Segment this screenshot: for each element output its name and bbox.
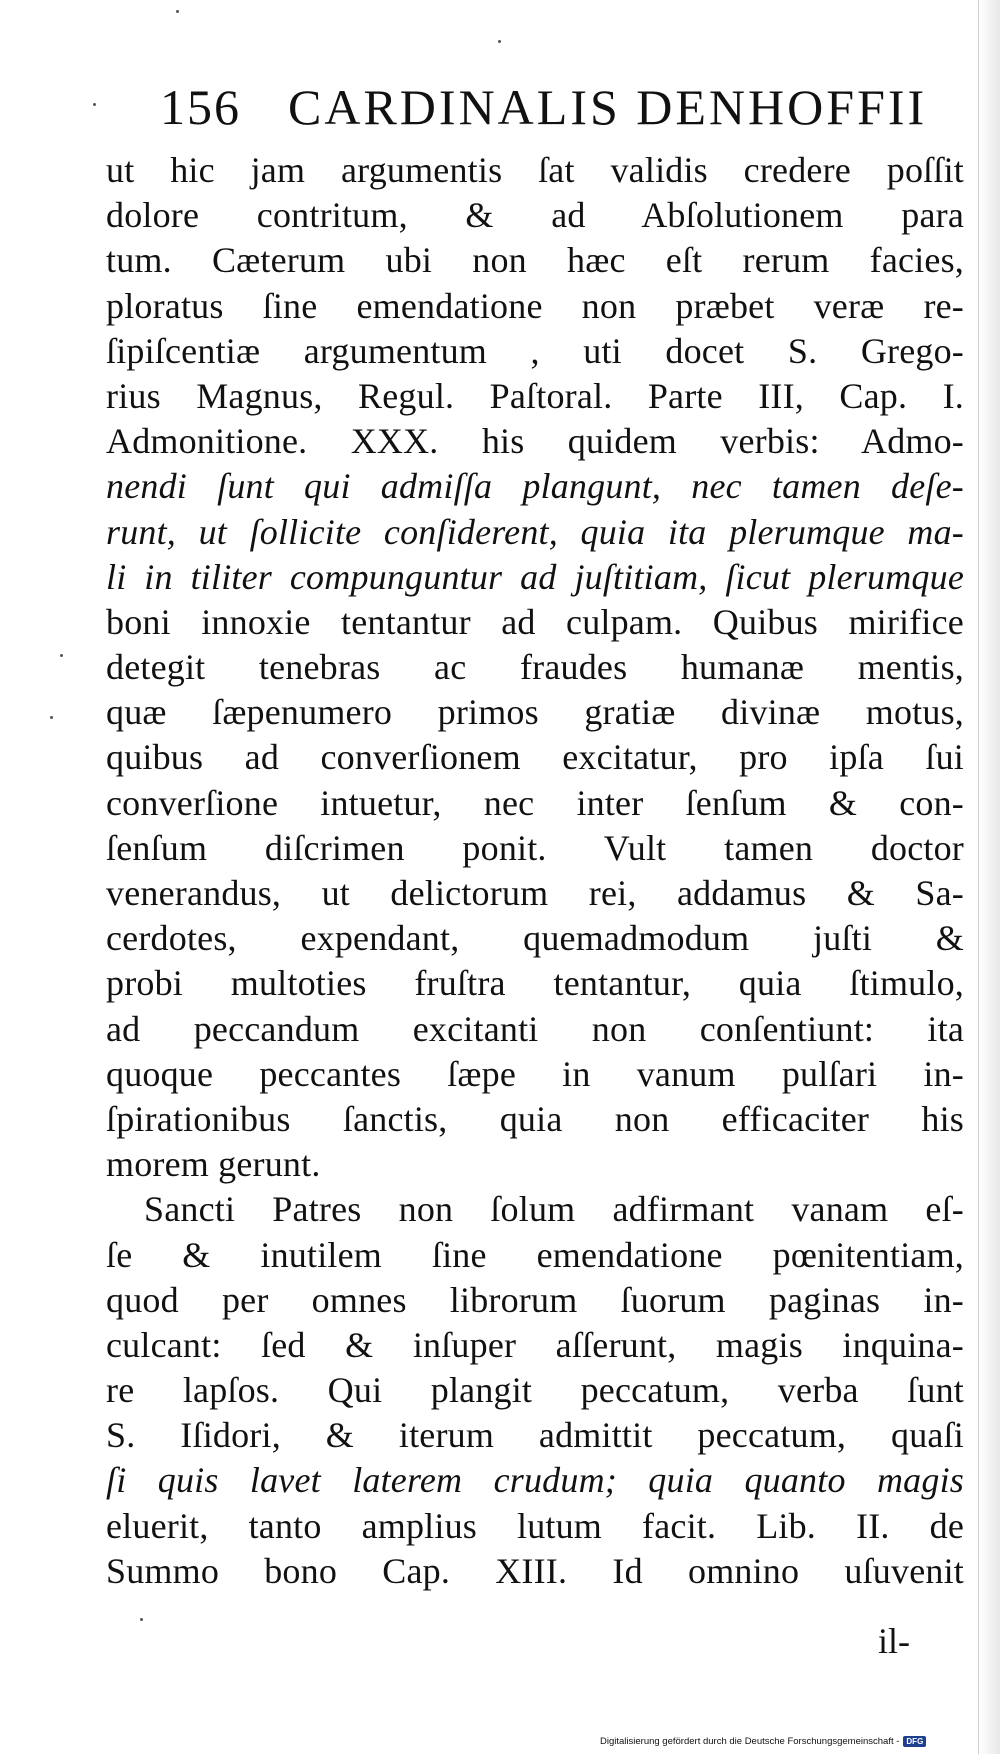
scan-speck (498, 40, 501, 43)
scan-speck (140, 1618, 143, 1621)
dfg-logo-icon: DFG (903, 1736, 926, 1747)
page-header (160, 78, 928, 146)
text-line: detegit tenebras ac fraudes humanæ mentis, (106, 647, 964, 688)
text-line: eluerit, tanto amplius lutum facit. Lib. II. de (106, 1505, 964, 1546)
digitization-credit (600, 1731, 926, 1751)
body-text (106, 148, 964, 1594)
text-line: runt, ut ſollicite conſiderent, quia ita plerumque ma- (106, 511, 964, 552)
text-line: ſenſum diſcrimen ponit. Vult tamen doctor (106, 827, 964, 868)
scan-speck (176, 10, 179, 13)
text-line: ploratus ſine emendatione non præbet veræ re- (106, 285, 964, 326)
text-line: S. Iſidori, & iterum admittit peccatum, quaſi (106, 1415, 964, 1456)
text-line: boni innoxie tentantur ad culpam. Quibus mirifice (106, 601, 964, 642)
text-line: nendi ſunt qui admiſſa plangunt, nec tamen deſe- (106, 466, 964, 507)
text-line: ſpirationibus ſanctis, quia non efficaciter his (106, 1098, 964, 1139)
page-number: 156 (160, 79, 241, 135)
running-title: CARDINALIS DENHOFFII (288, 79, 928, 135)
scan-speck (93, 103, 96, 106)
scan-speck (60, 654, 63, 657)
text-line: culcant: ſed & inſuper aſſerunt, magis inquina- (106, 1324, 964, 1365)
text-line: cerdotes, expendant, quemadmodum juſti & (106, 918, 964, 959)
text-line: Sancti Patres non ſolum adfirmant vanam eſ- (144, 1189, 964, 1230)
text-line: re lapſos. Qui plangit peccatum, verba ſunt (106, 1370, 964, 1411)
text-line: quoque peccantes ſæpe in vanum pulſari in- (106, 1053, 964, 1094)
text-line: venerandus, ut delictorum rei, addamus & Sa- (106, 873, 964, 913)
text-line: rius Magnus, Regul. Paſtoral. Parte III, Cap. I. (106, 375, 964, 416)
text-line: ut hic jam argumentis ſat validis credere poſſit (106, 150, 964, 190)
text-line: tum. Cæterum ubi non hæc eſt rerum facies, (106, 240, 964, 281)
text-line: ſi quis lavet laterem crudum; quia quanto magis (106, 1460, 964, 1501)
text-line: ſe & inutilem ſine emendatione pœnitentiam, (106, 1234, 964, 1275)
scan-speck (50, 716, 53, 719)
text-line: ſipiſcentiæ argumentum , uti docet S. Grego- (106, 330, 964, 371)
text-line: converſione intuetur, nec inter ſenſum & con- (106, 782, 964, 823)
text-line: Summo bono Cap. XIII. Id omnino uſuvenit (106, 1550, 964, 1591)
text-line: morem gerunt. (106, 1144, 321, 1185)
text-line: dolore contritum, & ad Abſolutionem para (106, 195, 964, 236)
text-line: quæ ſæpenumero primos gratiæ divinæ motus, (106, 692, 964, 733)
text-line: quod per omnes librorum ſuorum paginas in- (106, 1279, 964, 1320)
text-line: quibus ad converſionem excitatur, pro ipſa ſui (106, 737, 964, 778)
text-line: Admonitione. XXX. his quidem verbis: Admo- (106, 421, 964, 462)
text-line: ad peccandum excitanti non conſentiunt: ita (106, 1008, 964, 1049)
text-line: li in tiliter compunguntur ad juſtitiam, ſicut plerumque (106, 556, 964, 597)
text-line: probi multoties fruſtra tentantur, quia ſtimulo, (106, 963, 964, 1004)
scan-page-edge (978, 0, 1000, 1754)
catchword: il- (878, 1621, 910, 1661)
credit-text: Digitalisierung gefördert durch die Deutsche Forschungsgemeinschaft - (600, 1735, 900, 1747)
